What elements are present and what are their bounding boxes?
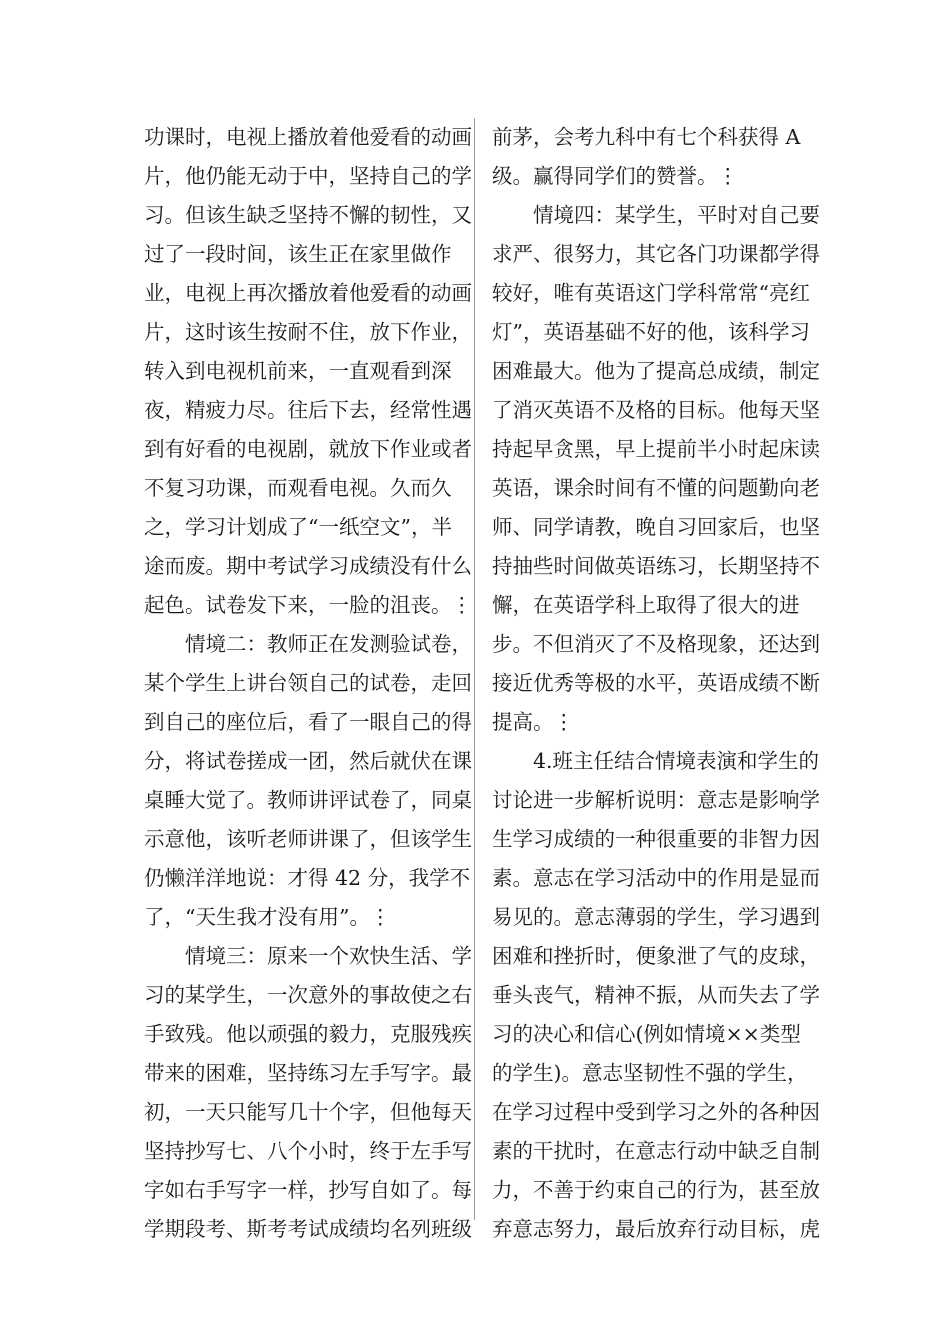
- text-line: 了，“天生我才没有用”。⋮: [144, 905, 391, 929]
- text-line: 情境二：教师正在发测验试卷，: [144, 632, 472, 656]
- text-line: 初，一天只能写几十个字，但他每天: [144, 1100, 472, 1124]
- text-line: 力，不善于约束自己的行为，甚至放: [492, 1178, 820, 1202]
- text-line: 4.班主任结合情境表演和学生的: [492, 749, 820, 773]
- text-line: 步。不但消灭了不及格现象，还达到: [492, 632, 820, 656]
- text-line: 讨论进一步解析说明：意志是影响学: [492, 788, 820, 812]
- text-line: 困难最大。他为了提高总成绩，制定: [492, 359, 820, 383]
- text-line: 习的某学生，一次意外的事故使之右: [144, 983, 472, 1007]
- text-line: 起色。试卷发下来，一脸的沮丧。⋮: [144, 593, 472, 617]
- text-line: 片，这时该生按耐不住，放下作业，: [144, 320, 472, 344]
- text-line: 持起早贪黑，早上提前半小时起床读: [492, 437, 820, 461]
- text-line: 之，学习计划成了“一纸空文”，半: [144, 515, 452, 539]
- text-line: 业，电视上再次播放着他爱看的动画: [144, 281, 472, 305]
- column-divider: [474, 118, 475, 1220]
- text-line: 分，将试卷搓成一团，然后就伏在课: [144, 749, 472, 773]
- text-line: 在学习过程中受到学习之外的各种因: [492, 1100, 820, 1124]
- left-text-column: [144, 118, 472, 1249]
- text-line: 生学习成绩的一种很重要的非智力因: [492, 827, 820, 851]
- text-line: 习。但该生缺乏坚持不懈的韧性，又: [144, 203, 472, 227]
- text-line: 夜，精疲力尽。往后下去，经常性遇: [144, 398, 472, 422]
- text-line: 功课时，电视上播放着他爱看的动画: [144, 125, 472, 149]
- text-line: 师、同学请教，晚自习回家后，也坚: [492, 515, 820, 539]
- text-line: 懈，在英语学科上取得了很大的进: [492, 593, 800, 617]
- text-line: 示意他，该听老师讲课了，但该学生: [144, 827, 472, 851]
- text-line: 级。赢得同学们的赞誉。⋮: [492, 164, 738, 188]
- text-line: 习的决心和信心(例如情境××类型: [492, 1022, 801, 1046]
- text-line: 桌睡大觉了。教师讲评试卷了，同桌: [144, 788, 472, 812]
- text-line: 到自己的座位后，看了一眼自己的得: [144, 710, 472, 734]
- text-line: 较好，唯有英语这门学科常常“亮红: [492, 281, 810, 305]
- text-line: 持抽些时间做英语练习，长期坚持不: [492, 554, 820, 578]
- text-line: 困难和挫折时，便象泄了气的皮球，: [492, 944, 820, 968]
- text-line: 了消灭英语不及格的目标。他每天坚: [492, 398, 820, 422]
- text-line: 带来的困难，坚持练习左手写字。最: [144, 1061, 472, 1085]
- text-line: 求严、很努力，其它各门功课都学得: [492, 242, 820, 266]
- text-line: 途而废。期中考试学习成绩没有什么: [144, 554, 472, 578]
- text-line: 素的干扰时，在意志行动中缺乏自制: [492, 1139, 820, 1163]
- text-line: 不复习功课，而观看电视。久而久: [144, 476, 452, 500]
- text-line: 提高。⋮: [492, 710, 574, 734]
- text-line: 过了一段时间，该生正在家里做作: [144, 242, 452, 266]
- text-line: 英语，课余时间有不懂的问题勤向老: [492, 476, 820, 500]
- text-line: 情境三：原来一个欢快生活、学: [144, 944, 472, 968]
- text-line: 到有好看的电视剧，就放下作业或者: [144, 437, 472, 461]
- text-line: 转入到电视机前来，一直观看到深: [144, 359, 452, 383]
- text-line: 的学生)。意志坚韧性不强的学生，: [492, 1061, 808, 1085]
- text-line: 某个学生上讲台领自己的试卷，走回: [144, 671, 472, 695]
- text-line: 仍懒洋洋地说：才得 42 分，我学不: [144, 866, 471, 890]
- text-line: 坚持抄写七、八个小时，终于左手写: [144, 1139, 472, 1163]
- right-text-column: [492, 118, 820, 1249]
- text-line: 素。意志在学习活动中的作用是显而: [492, 866, 820, 890]
- text-line: 手致残。他以顽强的毅力，克服残疾: [144, 1022, 472, 1046]
- text-line: 易见的。意志薄弱的学生，学习遇到: [492, 905, 820, 929]
- text-line: 接近优秀等极的水平，英语成绩不断: [492, 671, 820, 695]
- text-line: 情境四：某学生，平时对自己要: [492, 203, 820, 227]
- text-line: 灯”，英语基础不好的他，该科学习: [492, 320, 810, 344]
- text-line: 前茅，会考九科中有七个科获得 A: [492, 125, 801, 149]
- text-line: 学期段考、斯考考试成绩均名列班级: [144, 1217, 472, 1241]
- text-line: 弃意志努力，最后放弃行动目标，虎: [492, 1217, 820, 1241]
- text-line: 片，他仍能无动于中，坚持自己的学: [144, 164, 472, 188]
- text-line: 垂头丧气，精神不振，从而失去了学: [492, 983, 820, 1007]
- text-line: 字如右手写字一样，抄写自如了。每: [144, 1178, 472, 1202]
